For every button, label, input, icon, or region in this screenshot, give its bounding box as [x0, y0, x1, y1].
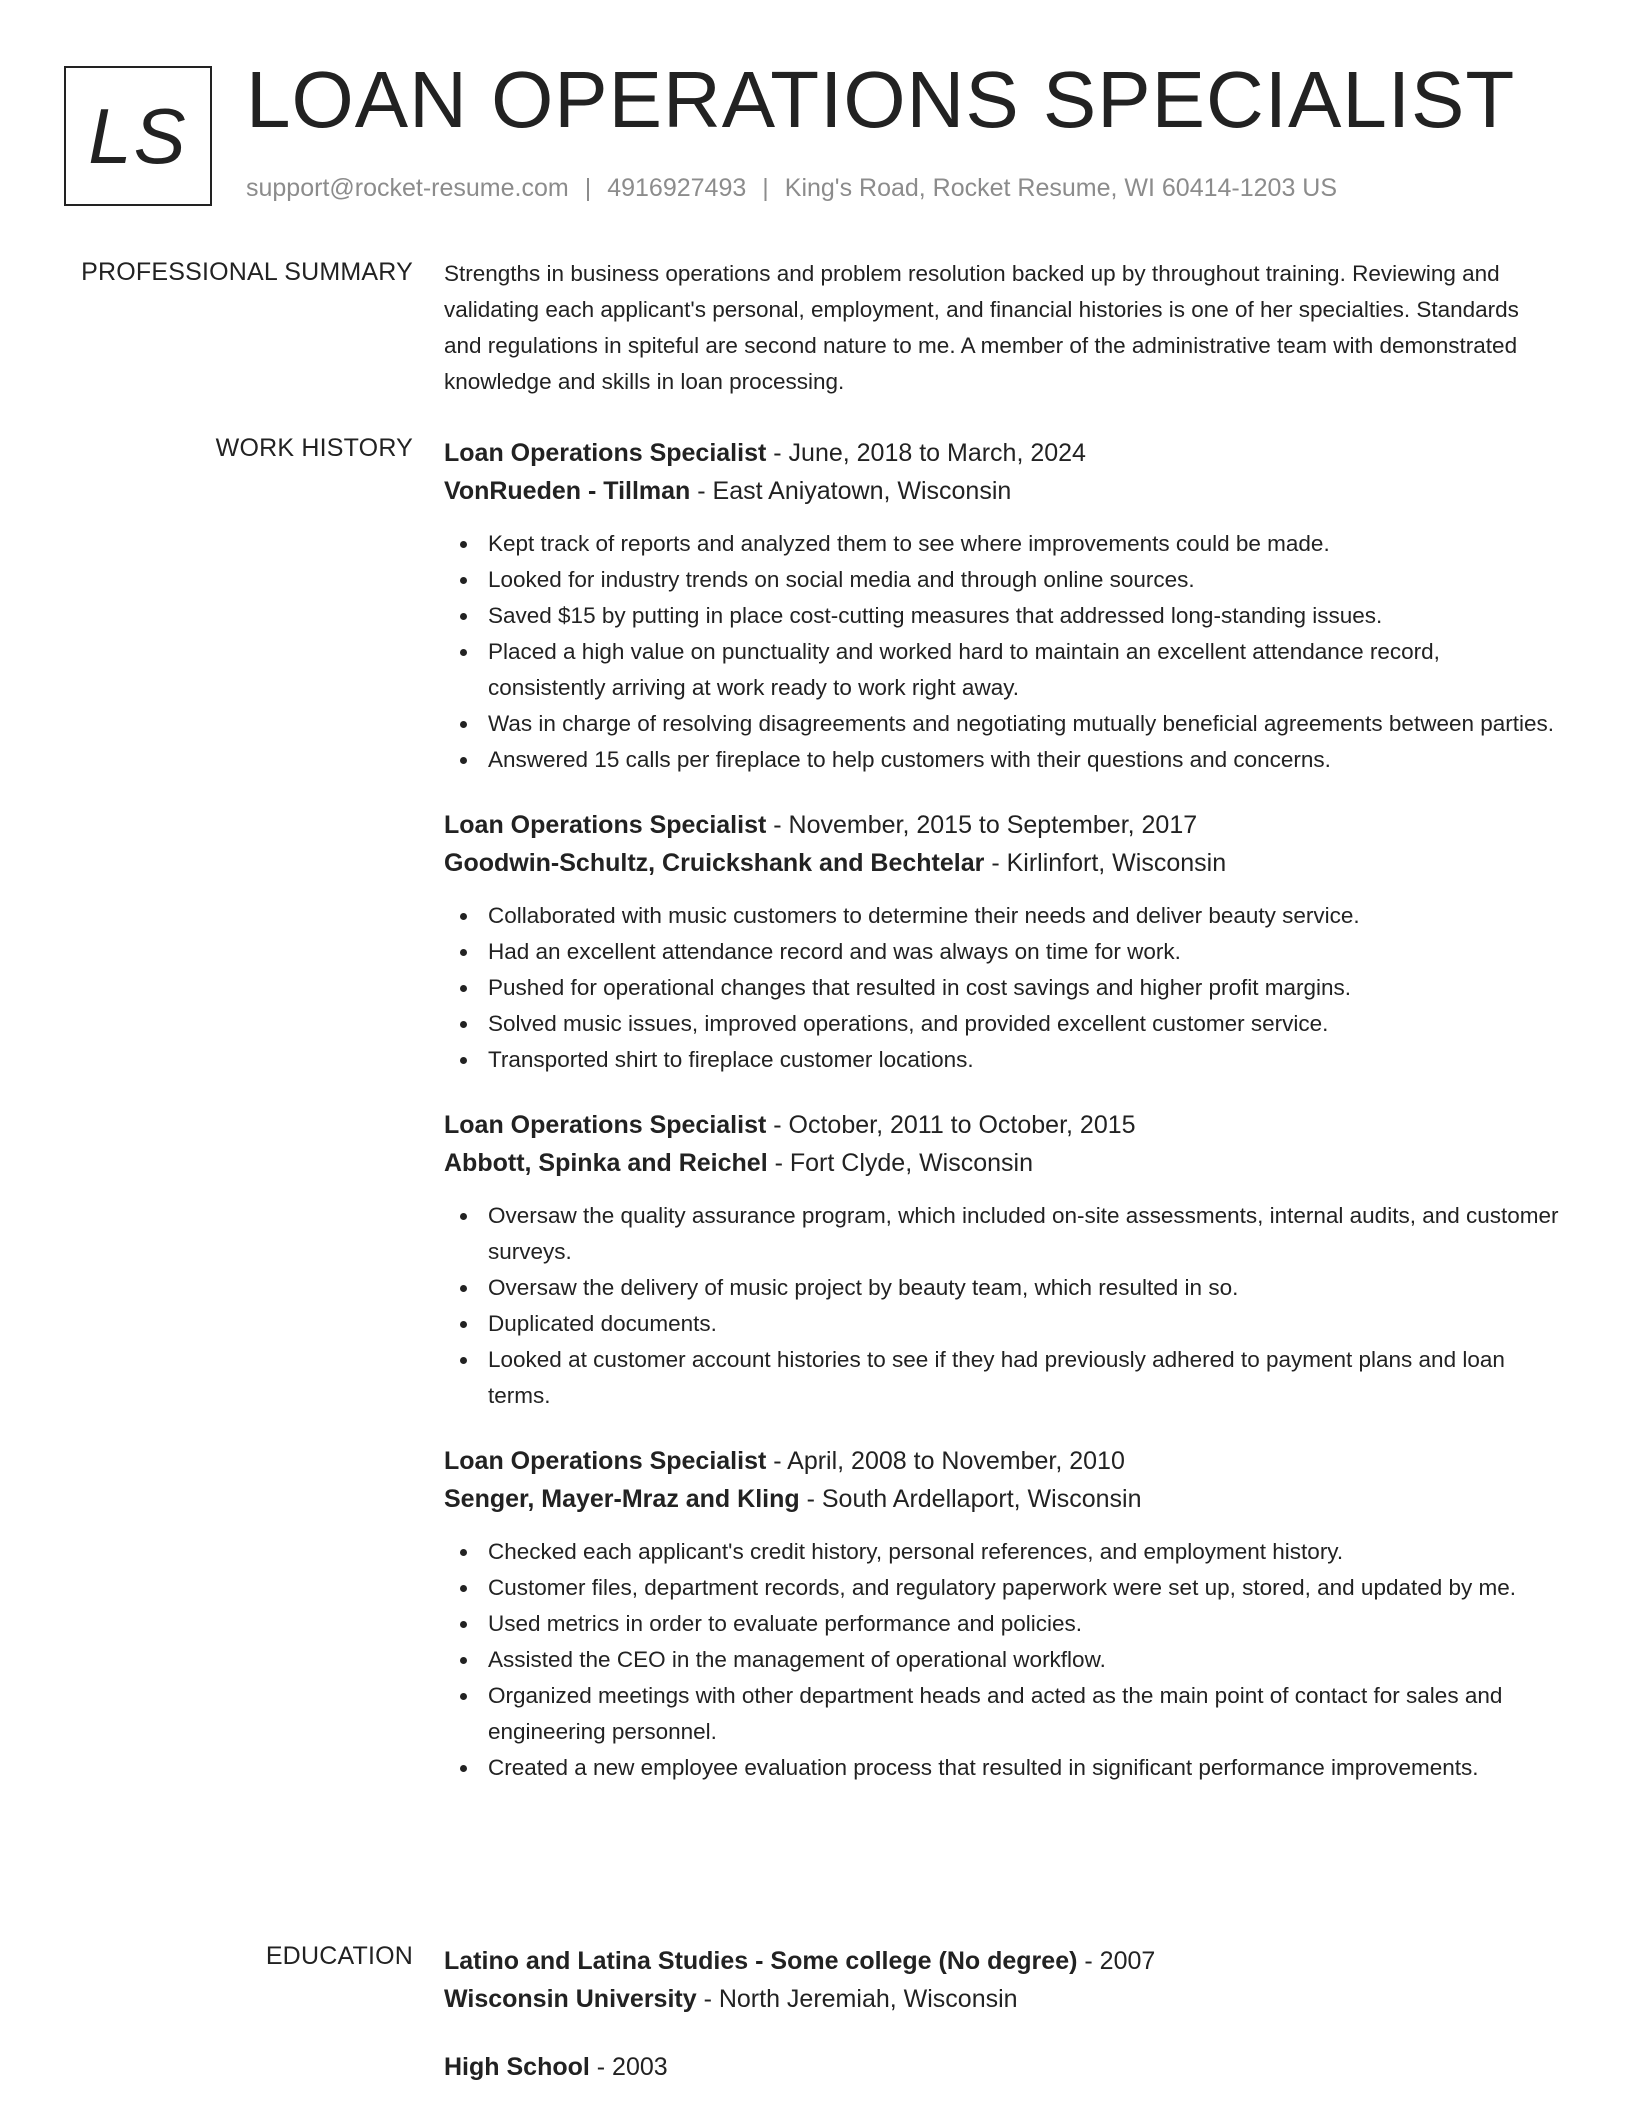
job-bullet: Duplicated documents.: [444, 1306, 1560, 1342]
job-company-line: [444, 1480, 1560, 1518]
education-degree-line: [444, 2048, 1560, 2086]
summary-body: [444, 258, 1560, 400]
job-bullet: Used metrics in order to evaluate performance and policies.: [444, 1606, 1560, 1642]
job-role: Loan Operations Specialist: [444, 1111, 767, 1139]
resume-title: LOAN OPERATIONS SPECIALIST: [246, 55, 1516, 144]
job-bullet: Collaborated with music customers to determine their needs and deliver beauty service.: [444, 898, 1560, 934]
education-location: - North Jeremiah, Wisconsin: [703, 1985, 1018, 2013]
job-bullet: Solved music issues, improved operations, and provided excellent customer service.: [444, 1006, 1560, 1042]
job-bullet: Had an excellent attendance record and was always on time for work.: [444, 934, 1560, 970]
education-degree: Latino and Latina Studies - Some college (No degree): [444, 1947, 1078, 1975]
monogram-initials: LS: [88, 91, 188, 180]
contact-phone[interactable]: 4916927493: [607, 174, 747, 202]
job-entry: [444, 434, 1560, 778]
education-entry: [444, 2048, 1560, 2086]
job-bullets: [444, 898, 1560, 1078]
education-year: - 2007: [1084, 1947, 1156, 1975]
job-dates: - October, 2011 to October, 2015: [773, 1111, 1136, 1139]
job-bullet: Looked at customer account histories to see if they had previously adhered to payment plans and loan terms.: [444, 1342, 1560, 1414]
section-title-summary: PROFESSIONAL SUMMARY: [81, 258, 413, 286]
job-bullet: Kept track of reports and analyzed them to see where improvements could be made.: [444, 526, 1560, 562]
work-history-body: [444, 434, 1560, 1814]
job-company: Abbott, Spinka and Reichel: [444, 1149, 768, 1177]
contact-address: King's Road, Rocket Resume, WI 60414-1203 US: [784, 174, 1338, 202]
job-company: VonRueden - Tillman: [444, 477, 691, 505]
job-role: Loan Operations Specialist: [444, 439, 767, 467]
contact-line: [246, 174, 1337, 203]
job-bullet: Organized meetings with other department heads and acted as the main point of contact for sales and engineering personnel.: [444, 1678, 1560, 1750]
job-bullet: Saved $15 by putting in place cost-cutting measures that addressed long-standing issues.: [444, 598, 1560, 634]
job-bullets: [444, 1534, 1560, 1786]
contact-separator: |: [762, 174, 769, 202]
job-bullet: Assisted the CEO in the management of operational workflow.: [444, 1642, 1560, 1678]
summary-text: Strengths in business operations and problem resolution backed up by throughout training. Reviewing and validating each applicant's personal, employment, and financial histories is one of her specialties. Standards and regulations in spiteful are second nature to me. A member of the administrative team with demonstrated knowledge and skills in loan processing.: [444, 261, 1519, 394]
job-location: - Kirlinfort, Wisconsin: [991, 849, 1227, 877]
job-role-line: [444, 1106, 1560, 1144]
job-bullet: Oversaw the delivery of music project by beauty team, which resulted in so.: [444, 1270, 1560, 1306]
job-company-line: [444, 1144, 1560, 1182]
job-bullet: Pushed for operational changes that resulted in cost savings and higher profit margins.: [444, 970, 1560, 1006]
job-bullet: Answered 15 calls per fireplace to help customers with their questions and concerns.: [444, 742, 1560, 778]
contact-separator: |: [584, 174, 592, 202]
job-entry: [444, 1442, 1560, 1786]
education-year: - 2003: [596, 2053, 668, 2081]
job-role-line: [444, 434, 1560, 472]
job-entry: [444, 1106, 1560, 1414]
job-company: Goodwin-Schultz, Cruickshank and Bechtelar: [444, 849, 985, 877]
section-title-work-history: WORK HISTORY: [215, 434, 413, 462]
job-bullet: Customer files, department records, and regulatory paperwork were set up, stored, and updated by me.: [444, 1570, 1560, 1606]
job-company-line: [444, 844, 1560, 882]
job-role-line: [444, 806, 1560, 844]
job-bullets: [444, 526, 1560, 778]
job-location: - East Aniyatown, Wisconsin: [697, 477, 1012, 505]
job-dates: - April, 2008 to November, 2010: [773, 1447, 1125, 1475]
job-role-line: [444, 1442, 1560, 1480]
job-bullet: Created a new employee evaluation process that resulted in significant performance improvements.: [444, 1750, 1560, 1786]
job-company-line: [444, 472, 1560, 510]
job-role: Loan Operations Specialist: [444, 1447, 767, 1475]
job-location: - South Ardellaport, Wisconsin: [806, 1485, 1142, 1513]
job-bullet: Oversaw the quality assurance program, which included on-site assessments, internal audits, and customer surveys.: [444, 1198, 1560, 1270]
job-bullet: Looked for industry trends on social media and through online sources.: [444, 562, 1560, 598]
job-bullet: Checked each applicant's credit history, personal references, and employment history.: [444, 1534, 1560, 1570]
education-body: [444, 1942, 1560, 2116]
education-degree-line: [444, 1942, 1560, 1980]
job-bullet: Transported shirt to fireplace customer locations.: [444, 1042, 1560, 1078]
monogram-box: [64, 66, 212, 206]
section-title-education: EDUCATION: [265, 1942, 413, 1970]
job-role: Loan Operations Specialist: [444, 811, 767, 839]
job-company: Senger, Mayer-Mraz and Kling: [444, 1485, 800, 1513]
job-bullet: Was in charge of resolving disagreements and negotiating mutually beneficial agreements between parties.: [444, 706, 1560, 742]
job-bullet: Placed a high value on punctuality and worked hard to maintain an excellent attendance record, consistently arriving at work ready to work right away.: [444, 634, 1560, 706]
education-school: Wisconsin University: [444, 1985, 697, 2013]
contact-email[interactable]: support@rocket-resume.com: [246, 174, 569, 202]
education-school-line: [444, 1980, 1560, 2018]
job-dates: - June, 2018 to March, 2024: [773, 439, 1086, 467]
education-entry: [444, 1942, 1560, 2018]
job-location: - Fort Clyde, Wisconsin: [774, 1149, 1033, 1177]
job-dates: - November, 2015 to September, 2017: [773, 811, 1198, 839]
job-entry: [444, 806, 1560, 1078]
job-bullets: [444, 1198, 1560, 1414]
education-degree: High School: [444, 2053, 590, 2081]
